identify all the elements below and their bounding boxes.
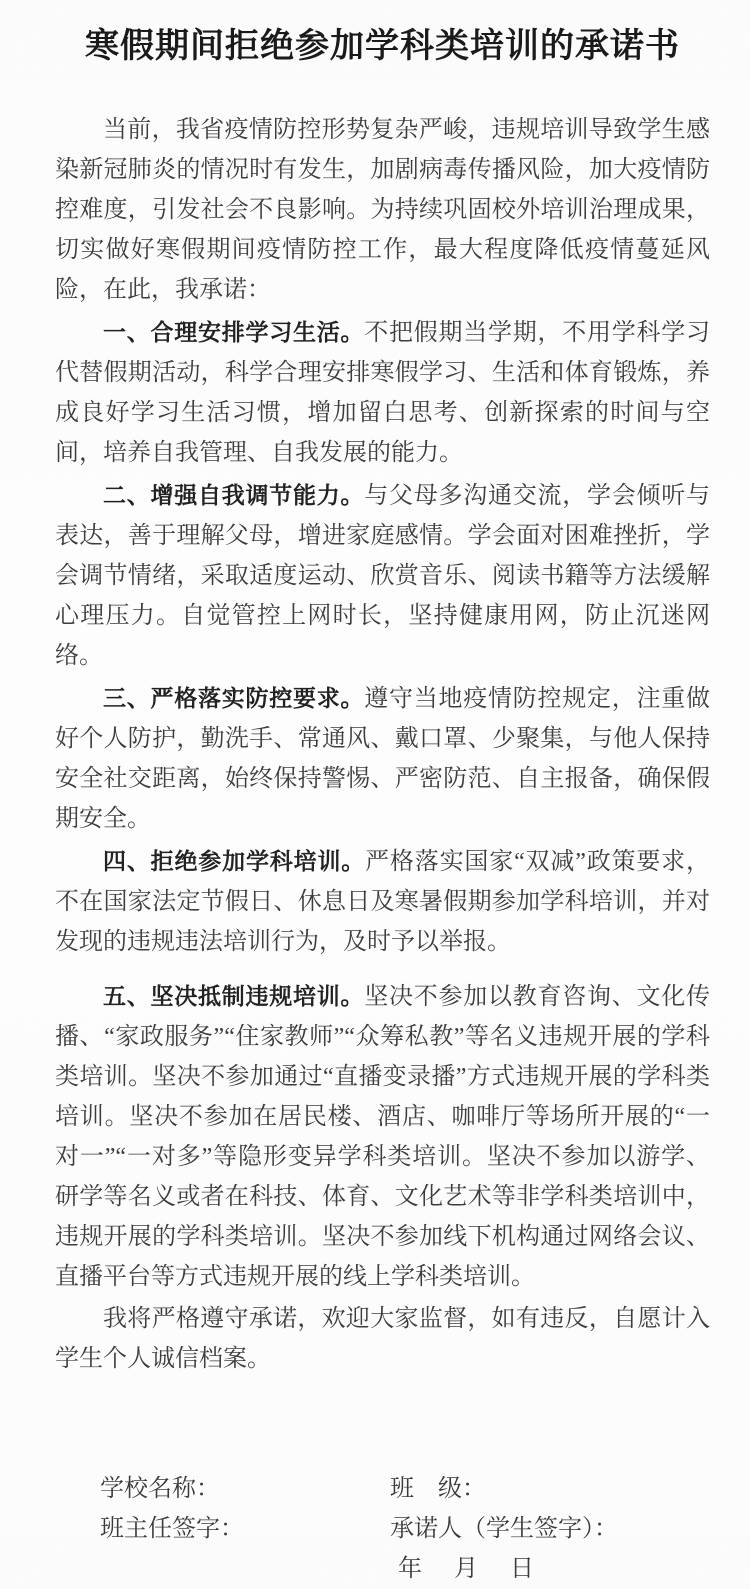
- section-5-paragraph: [55, 976, 710, 1297]
- document-body: [55, 110, 710, 1379]
- section-1-heading: 一、合理安排学习生活。: [103, 319, 365, 345]
- document-title: 寒假期间拒绝参加学科类培训的承诺书: [85, 27, 680, 65]
- section-4-paragraph: [55, 841, 710, 962]
- section-5-heading: 五、坚决抵制违规培训。: [103, 983, 365, 1009]
- section-2-text: 与父母多沟通交流，学会倾听与表达，善于理解父母，增进家庭感情。学会面对困难挫折，学会调节情绪，采取适度运动、欣赏音乐、阅读书籍等方法缓解心理压力。自觉管控上网时长，坚持健康用网，防止沉迷网络。: [55, 483, 710, 669]
- section-3-text: 遵守当地疫情防控规定，注重做好个人防护，勤洗手、常通风、戴口罩、少聚集，与他人保持安全社交距离，始终保持警惕、严密防范、自主报备，确保假期安全。: [55, 686, 710, 832]
- school-name-label: 学校名称：: [100, 1476, 220, 1502]
- section-2-heading: 二、增强自我调节能力。: [103, 482, 365, 508]
- signature-block: [55, 1469, 710, 1589]
- section-4-text: 严格落实国家“双减”政策要求，不在国家法定节假日、休息日及寒暑假期参加学科培训，并对发现的违规违法培训行为，及时予以举报。: [55, 849, 710, 955]
- section-3-heading: 三、严格落实防控要求。: [103, 685, 365, 711]
- signature-row-2: [55, 1509, 710, 1549]
- signature-row-3: [55, 1549, 710, 1589]
- section-5-text: 坚决不参加以教育咨询、文化传播、“家政服务”“住家教师”“众筹私教”等名义违规开展的学科类培训。坚决不参加通过“直播变录播”方式违规开展的学科类培训。坚决不参加在居民楼、酒店、咖啡厅等场所开展的“一对一”“一对多”等隐形变异学科类培训。坚决不参加以游学、研学等名义或者在科技、体育、文化艺术等非学科类培训中，违规开展的学科类培训。坚决不参加线下机构通过网络会议、直播平台等方式违规开展的线上学科类培训。: [55, 984, 710, 1290]
- section-2-paragraph: [55, 475, 710, 676]
- date-row-spacer: [100, 1549, 390, 1589]
- signature-row-1: [55, 1469, 710, 1509]
- closing-text: 我将严格遵守承诺，欢迎大家监督，如有违反，自愿计入学生个人诚信档案。: [55, 1306, 710, 1372]
- section-1-text: 不把假期当学期，不用学科学习代替假期活动，科学合理安排寒假学习、生活和体育锻炼，养成良好学习生活习惯，增加留白思考、创新探索的时间与空间，培养自我管理、自我发展的能力。: [55, 320, 710, 466]
- teacher-signature-label: 班主任签字：: [100, 1516, 244, 1542]
- intro-paragraph: [55, 110, 710, 310]
- section-3-paragraph: [55, 678, 710, 839]
- section-1-paragraph: [55, 312, 710, 473]
- student-signature-label: 承诺人（学生签字）：: [390, 1516, 618, 1542]
- intro-text: 当前，我省疫情防控形势复杂严峻，违规培训导致学生感染新冠肺炎的情况时有发生，加剧病毒传播风险，加大疫情防控难度，引发社会不良影响。为持续巩固校外培训治理成果，切实做好寒假期间疫情防控工作，最大程度降低疫情蔓延风险，在此，我承诺：: [55, 117, 710, 303]
- section-4-heading: 四、拒绝参加学科培训。: [103, 848, 366, 874]
- closing-paragraph: [55, 1299, 710, 1379]
- class-label: 班 级：: [390, 1476, 486, 1502]
- document-page: [0, 24, 750, 1582]
- date-label: 年 月 日: [398, 1556, 538, 1582]
